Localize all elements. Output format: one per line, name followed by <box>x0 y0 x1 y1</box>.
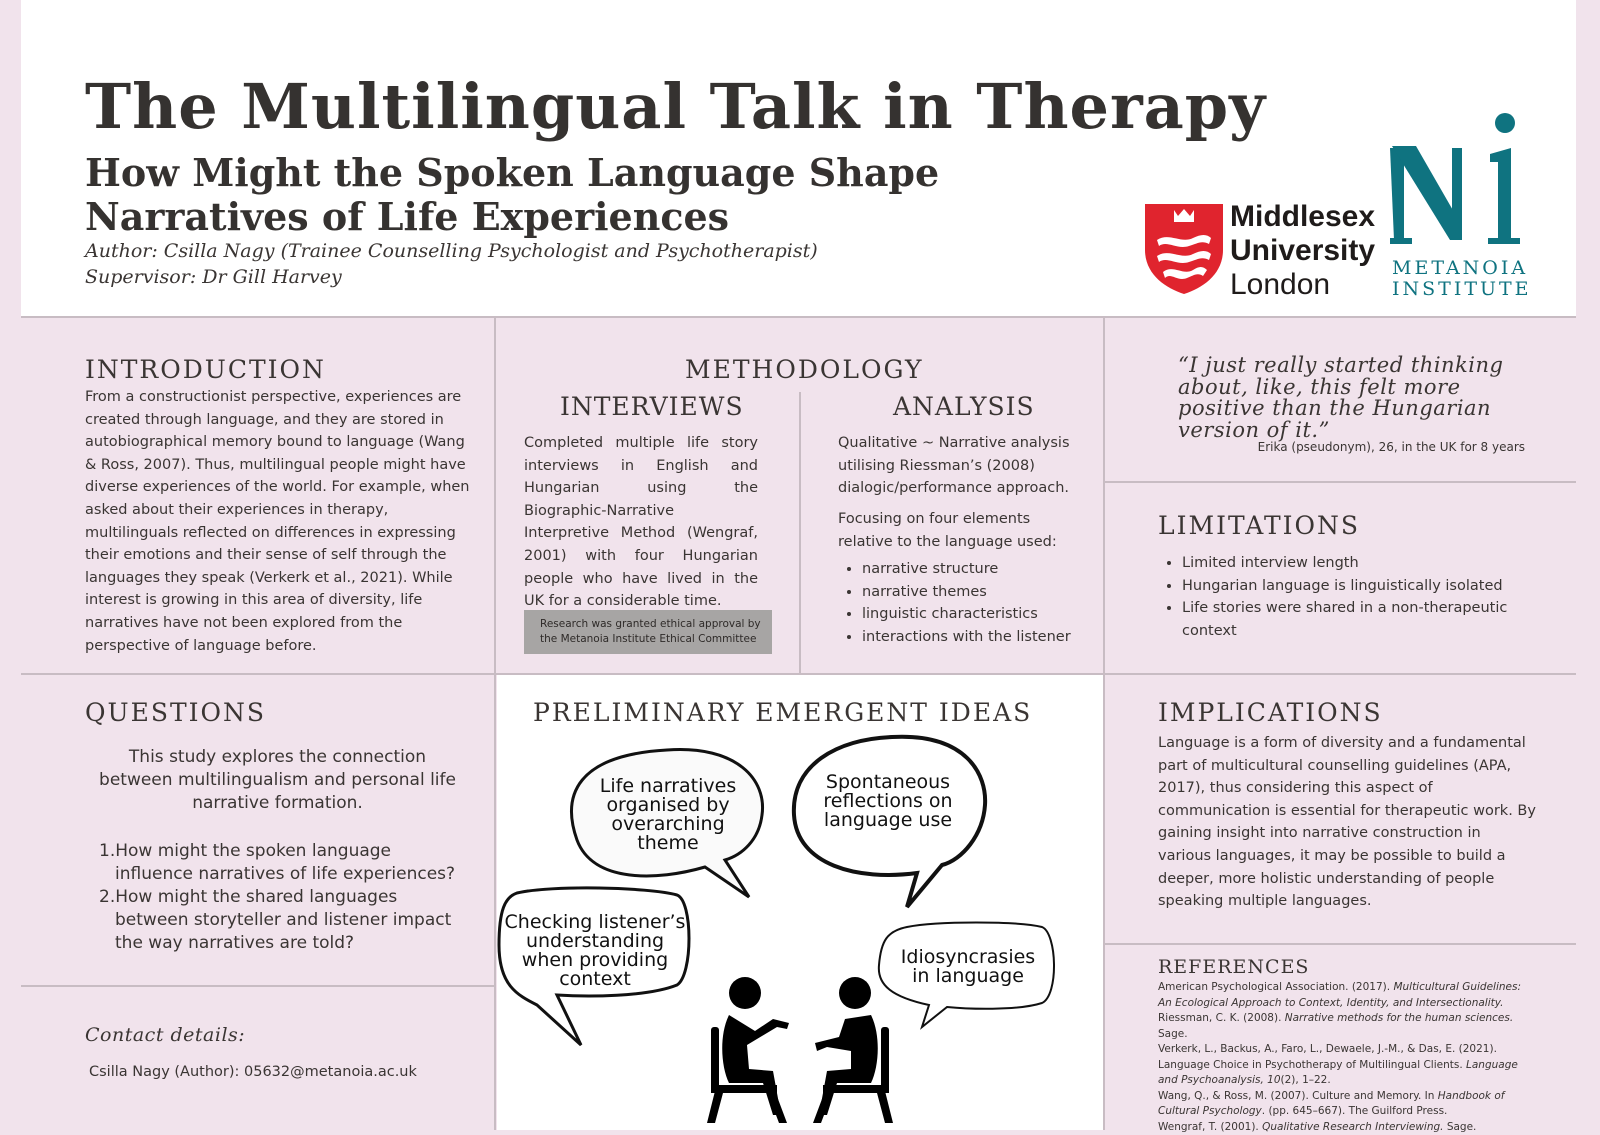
references-heading: REFERENCES <box>1158 956 1309 978</box>
middlesex-shield-logo <box>1143 200 1225 296</box>
contact-email-text: Csilla Nagy (Author): 05632@metanoia.ac.uk <box>89 1061 417 1084</box>
bubble-text-3: Checking listener’s understanding when providing context <box>505 911 686 990</box>
implications-heading: IMPLICATIONS <box>1158 698 1383 727</box>
middlesex-logo-text-3: London <box>1230 268 1330 302</box>
speech-bubbles-illustration <box>497 675 1103 1130</box>
list-item: • narrative structure <box>862 558 1112 581</box>
author-line: Author: Csilla Nagy (Trainee Counselling Psychologist and Psychotherapist) <box>85 240 818 262</box>
poster-title: The Multilingual Talk in Therapy <box>85 70 1266 143</box>
methodology-divider <box>799 392 801 674</box>
preliminary-ideas-heading: PRELIMINARY EMERGENT IDEAS <box>533 698 1032 727</box>
supervisor-line: Supervisor: Dr Gill Harvey <box>85 266 342 288</box>
list-item: • Life stories were shared in a non-therapeutic context <box>1182 597 1542 642</box>
list-item: • interactions with the listener <box>862 626 1112 649</box>
references-divider <box>1105 943 1576 945</box>
limitations-list <box>1158 552 1542 642</box>
list-item: 1.How might the spoken language influence narratives of life experiences? <box>95 840 465 886</box>
middlesex-logo-text-1: Middlesex <box>1230 200 1375 234</box>
list-item: • Limited interview length <box>1182 552 1542 575</box>
metanoia-ni-logo <box>1390 112 1530 252</box>
metanoia-logo-text-2: INSTITUTE <box>1392 278 1532 300</box>
questions-heading: QUESTIONS <box>85 698 266 727</box>
poster-subtitle-line1: How Might the Spoken Language Shape <box>85 150 939 195</box>
column-divider-right <box>1103 318 1105 1130</box>
seated-person-right-icon <box>813 977 893 1123</box>
limitations-heading: LIMITATIONS <box>1158 511 1360 540</box>
quote-attribution: Erika (pseudonym), 26, in the UK for 8 years <box>1180 440 1525 454</box>
bubble-text-4: Idiosyncrasies in language <box>901 946 1035 987</box>
methodology-heading: METHODOLOGY <box>685 355 924 384</box>
reference-item: Riessman, C. K. (2008). Narrative methods for the human sciences. Sage. <box>1158 1011 1538 1042</box>
poster-subtitle-line2: Narratives of Life Experiences <box>85 194 729 239</box>
column-divider-left <box>494 318 496 1130</box>
analysis-heading: ANALYSIS <box>893 392 1035 421</box>
middlesex-logo-text-2: University <box>1230 234 1375 268</box>
list-item: 2.How might the shared languages between storyteller and listener impact the way narratives are told? <box>95 886 465 955</box>
reference-item: Verkerk, L., Backus, A., Faro, L., Dewaele, J.-M., & Das, E. (2021). Language Choice in Psychotherapy of Multilingual Clients. Language and Psychoanalysis, 10(2), 1–22. <box>1158 1042 1538 1089</box>
ethics-approval-note: Research was granted ethical approval by the Metanoia Institute Ethical Committee <box>524 610 772 654</box>
analysis-paragraph-2: Focusing on four elements relative to the language used: <box>838 508 1088 553</box>
bubble-text-1: Life narratives organised by overarching theme <box>600 775 736 854</box>
reference-item: Wang, Q., & Ross, M. (2007). Culture and Memory. In Handbook of Cultural Psychology. (pp. 645–667). The Guilford Press. <box>1158 1089 1538 1120</box>
introduction-heading: INTRODUCTION <box>85 355 326 384</box>
analysis-paragraph-1: Qualitative ~ Narrative analysis utilising Riessman’s (2008) dialogic/performance approach. <box>838 432 1088 500</box>
list-item: • narrative themes <box>862 581 1112 604</box>
interviews-text: Completed multiple life story interviews in English and Hungarian using the Biographic-Narrative Interpretive Method (Wengraf, 2001) with four Hungarian people who have lived in the UK for a considerable time. <box>524 432 758 613</box>
list-item: • linguistic characteristics <box>862 603 1112 626</box>
contact-heading: Contact details: <box>85 1024 245 1046</box>
questions-intro: This study explores the connection between multilingualism and personal life narrative formation. <box>95 746 460 815</box>
implications-text: Language is a form of diversity and a fundamental part of multicultural counselling guidelines (APA, 2017), thus considering this aspect of communication is essential for therapeutic work. By gaining insight into narrative construction in various languages, it may be possible to build a deeper, more holistic understanding of people speaking multiple languages. <box>1158 732 1538 913</box>
quote-divider <box>1105 481 1576 483</box>
reference-item: Wengraf, T. (2001). Qualitative Research Interviewing. Sage. <box>1158 1120 1538 1135</box>
introduction-text: From a constructionist perspective, experiences are created through language, and they are stored in autobiographical memory bound to language (Wang & Ross, 2007). Thus, multilingual people might have diverse experiences of the world. For example, when asked about their experiences in therapy, multilinguals reflected on differences in expressing their emotions and their sense of self through the languages they speak (Verkerk et al., 2021). While interest is growing in this area of diversity, life narratives have not been explored from the perspective of language before. <box>85 386 470 657</box>
metanoia-logo-text-1: METANOIA <box>1392 257 1528 279</box>
bubble-text-2: Spontaneous reflections on language use <box>823 771 952 831</box>
analysis-elements-list <box>838 558 1112 648</box>
interviews-heading: INTERVIEWS <box>560 392 744 421</box>
list-item: • Hungarian language is linguistically isolated <box>1182 575 1542 598</box>
seated-person-left-icon <box>707 977 789 1123</box>
contact-divider <box>21 985 494 987</box>
reference-item: American Psychological Association. (2017). Multicultural Guidelines: An Ecological Approach to Context, Identity, and Intersectionality. <box>1158 980 1538 1011</box>
research-questions-list <box>95 840 465 955</box>
references-list <box>1158 980 1538 1135</box>
participant-quote: “I just really started thinking about, like, this felt more positive than the Hungarian version of it.” <box>1178 355 1548 441</box>
